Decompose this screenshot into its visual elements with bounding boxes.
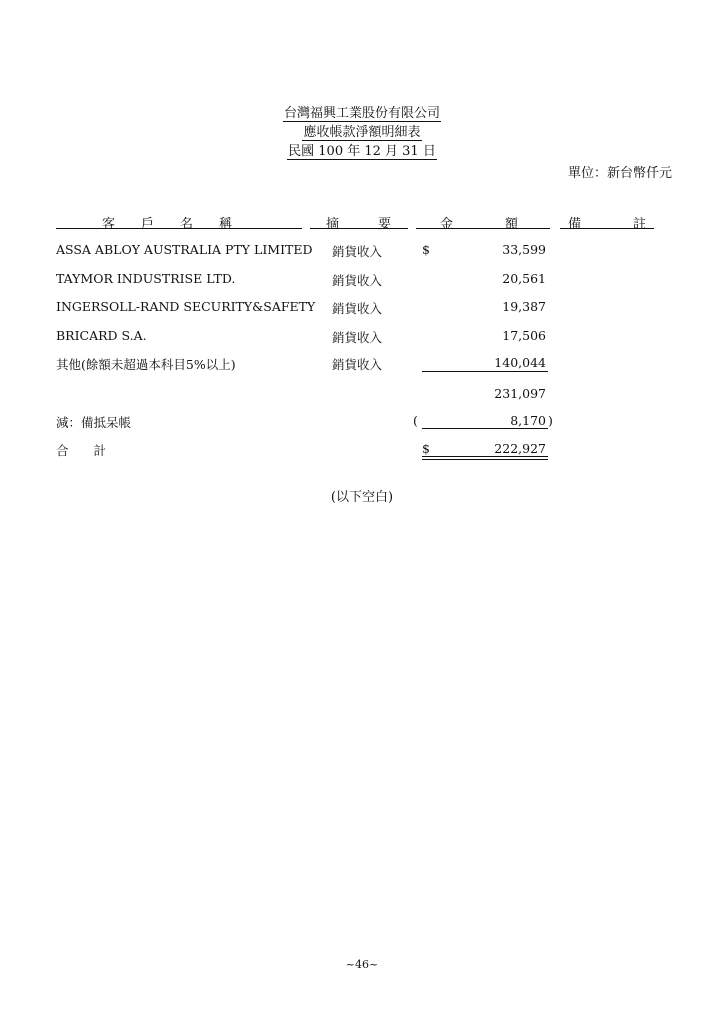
blank-below-note: (以下空白) xyxy=(330,490,394,505)
column-customer: 客 戶 名 稱 xyxy=(102,217,233,232)
row-summary: 銷貨收入 xyxy=(332,301,383,316)
report-title: 應收帳款淨額明細表 xyxy=(303,125,421,140)
total-double-underline-bottom xyxy=(422,459,548,460)
customer-name: 其他(餘額未超過本科目5%以上) xyxy=(56,357,236,372)
company-name: 台灣福興工業股份有限公司 xyxy=(283,106,440,121)
row-amount: 19,387 xyxy=(502,299,546,314)
header-underline-note xyxy=(560,228,654,229)
column-summary: 摘 要 xyxy=(326,217,392,232)
allowance-close-paren: ) xyxy=(548,413,553,428)
customer-name: ASSA ABLOY AUSTRALIA PTY LIMITED xyxy=(56,242,313,257)
row-amount: 140,044 xyxy=(494,355,546,370)
page-number: ~46~ xyxy=(345,958,379,971)
total-label: 合 計 xyxy=(56,443,107,458)
header-underline-summary xyxy=(310,228,408,229)
header-underline-amount xyxy=(416,228,550,229)
row-amount: 20,561 xyxy=(502,271,546,286)
header-underline-customer xyxy=(56,228,302,229)
allowance-underline xyxy=(422,428,548,429)
total-currency-symbol: $ xyxy=(422,441,430,456)
row-summary: 銷貨收入 xyxy=(332,273,383,288)
allowance-open-paren: ( xyxy=(413,413,418,428)
row-summary: 銷貨收入 xyxy=(332,330,383,345)
customer-name: INGERSOLL-RAND SECURITY&SAFETY xyxy=(56,299,316,314)
column-note: 備 註 xyxy=(568,217,647,232)
total-double-underline-top xyxy=(422,456,548,457)
total-amount: 222,927 xyxy=(494,441,546,456)
column-amount: 金 額 xyxy=(440,217,519,232)
currency-symbol: $ xyxy=(422,242,430,257)
customer-name: TAYMOR INDUSTRISE LTD. xyxy=(56,271,236,286)
row-summary: 銷貨收入 xyxy=(332,244,383,259)
customer-name: BRICARD S.A. xyxy=(56,328,147,343)
currency-unit: 單位：新台幣仟元 xyxy=(567,166,672,181)
subtotal-amount: 231,097 xyxy=(494,386,546,401)
allowance-amount: 8,170 xyxy=(510,413,546,428)
report-date: 民國 100 年 12 月 31 日 xyxy=(288,144,436,159)
subtotal-underline xyxy=(422,371,548,372)
row-summary: 銷貨收入 xyxy=(332,357,383,372)
allowance-label: 減：備抵呆帳 xyxy=(56,415,132,430)
row-amount: 33,599 xyxy=(502,242,546,257)
row-amount: 17,506 xyxy=(502,328,546,343)
